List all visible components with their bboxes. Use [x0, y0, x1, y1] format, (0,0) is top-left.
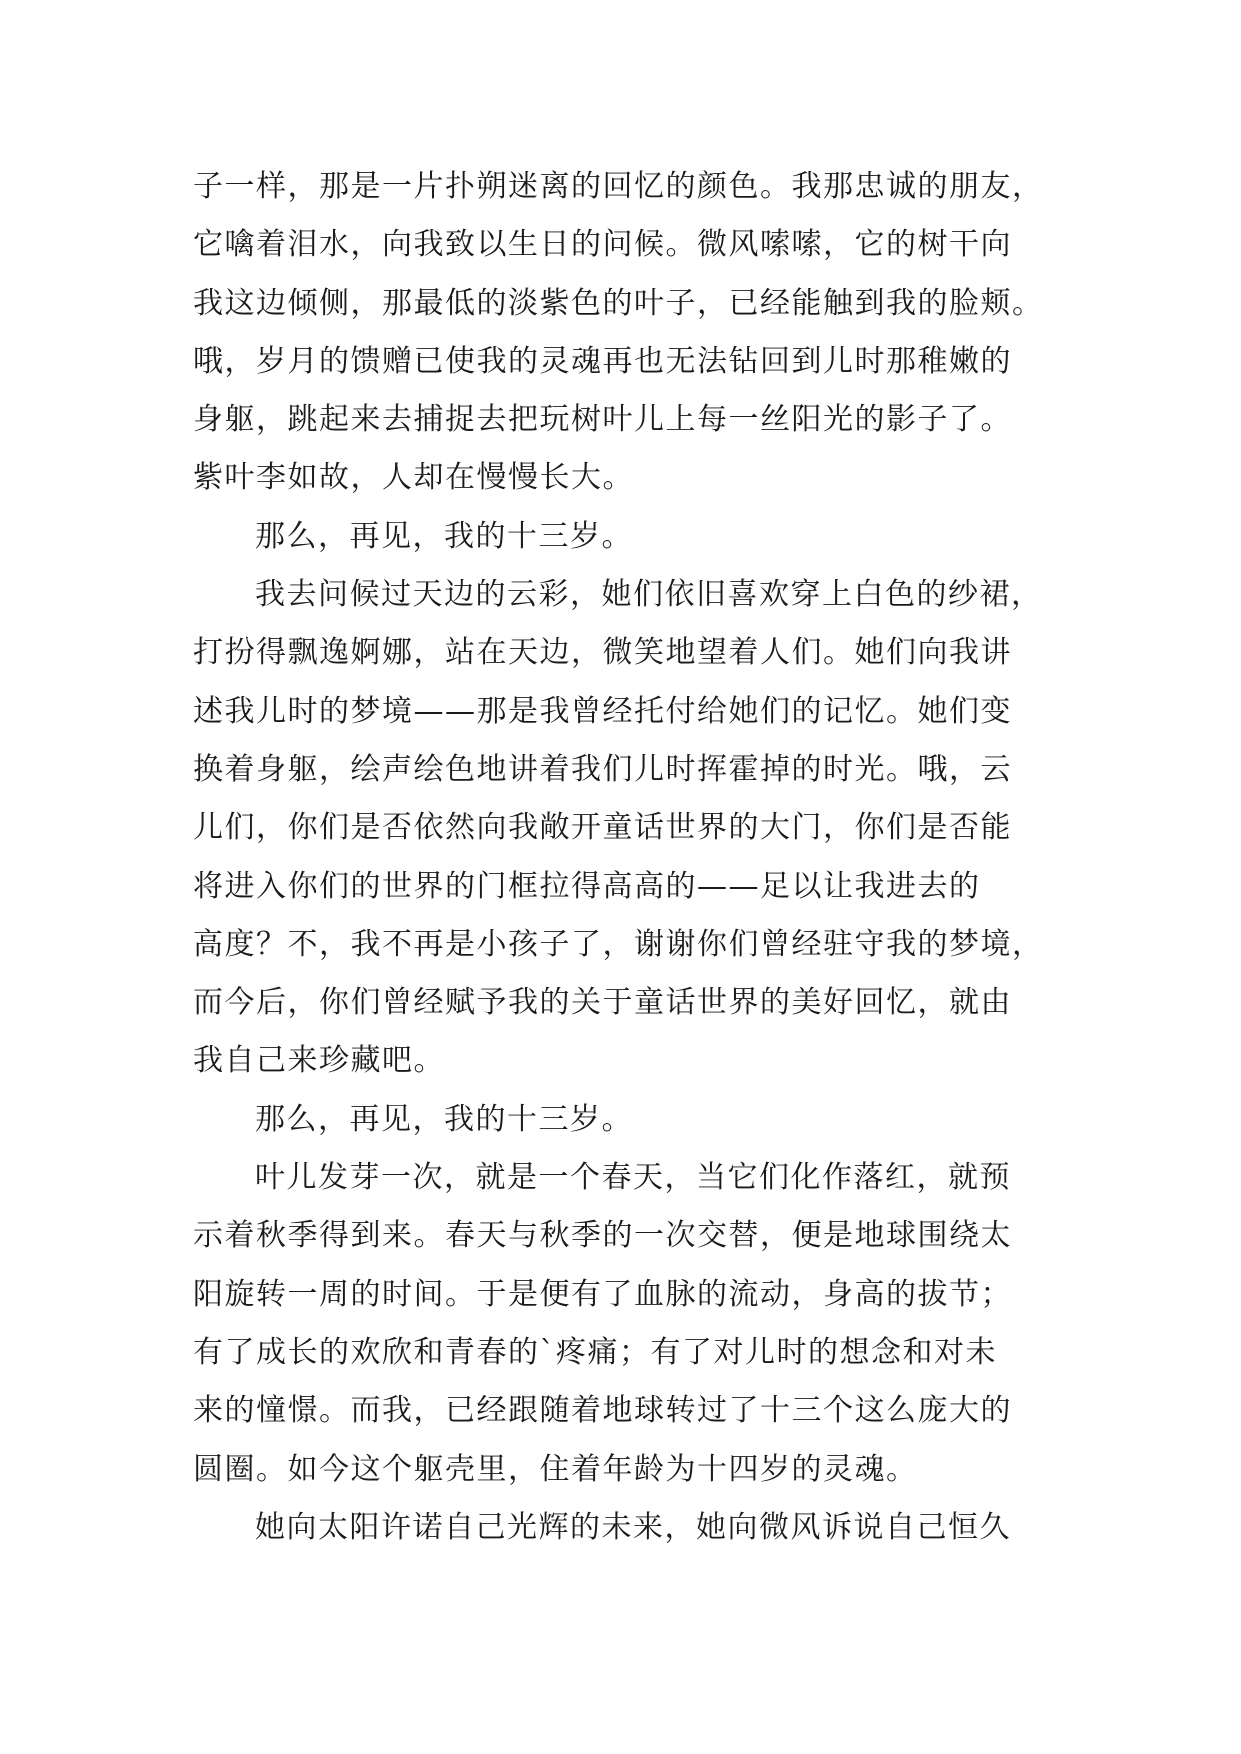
paragraph-start-line: 那么，再见，我的十三岁。: [255, 518, 633, 554]
text-line: 述我儿时的梦境——那是我曾经托付给她们的记忆。她们变: [193, 693, 1012, 729]
text-line: 我这边倾侧，那最低的淡紫色的叶子，已经能触到我的脸颊。: [193, 285, 1044, 321]
paragraph-start-line: 我去问候过天边的云彩，她们依旧喜欢穿上白色的纱裙，: [255, 577, 1043, 613]
text-line: 儿们，你们是否依然向我敞开童话世界的大门，你们是否能: [193, 810, 1012, 846]
text-line: 示着秋季得到来。春天与秋季的一次交替，便是地球围绕太: [193, 1218, 1012, 1254]
paragraph-start-line: 叶儿发芽一次，就是一个春天，当它们化作落红，就预: [255, 1160, 1011, 1196]
paragraph-start-line: 那么，再见，我的十三岁。: [255, 1101, 633, 1137]
text-line: 我自己来珍藏吧。: [193, 1043, 445, 1079]
text-line: 有了成长的欢欣和青春的`疼痛；有了对儿时的想念和对未: [193, 1334, 997, 1370]
text-line: 阳旋转一周的时间。于是便有了血脉的流动，身高的拔节；: [193, 1276, 1012, 1312]
text-line: 将进入你们的世界的门框拉得高高的——足以让我进去的: [193, 868, 981, 904]
text-line: 换着身躯，绘声绘色地讲着我们儿时挥霍掉的时光。哦，云: [193, 751, 1012, 787]
text-line: 打扮得飘逸婀娜，站在天边，微笑地望着人们。她们向我讲: [193, 635, 1012, 671]
text-line: 高度？不，我不再是小孩子了，谢谢你们曾经驻守我的梦境，: [193, 926, 1044, 962]
document-page: [193, 158, 1055, 1557]
text-line: 圆圈。如今这个躯壳里，住着年龄为十四岁的灵魂。: [193, 1451, 918, 1487]
paragraph-start-line: 她向太阳许诺自己光辉的未来，她向微风诉说自己恒久: [255, 1509, 1011, 1545]
text-line: 来的憧憬。而我，已经跟随着地球转过了十三个这么庞大的: [193, 1393, 1012, 1429]
text-line: 子一样，那是一片扑朔迷离的回忆的颜色。我那忠诚的朋友，: [193, 169, 1044, 204]
text-line: 哦，岁月的馈赠已使我的灵魂再也无法钻回到儿时那稚嫩的: [193, 343, 1012, 379]
text-line: 身躯，跳起来去捕捉去把玩树叶儿上每一丝阳光的影子了。: [193, 402, 1012, 438]
text-line: 它噙着泪水，向我致以生日的问候。微风嗦嗦，它的树干向: [193, 227, 1012, 263]
text-line: 紫叶李如故，人却在慢慢长大。: [193, 460, 634, 496]
text-line: 而今后，你们曾经赋予我的关于童话世界的美好回忆，就由: [193, 985, 1012, 1021]
